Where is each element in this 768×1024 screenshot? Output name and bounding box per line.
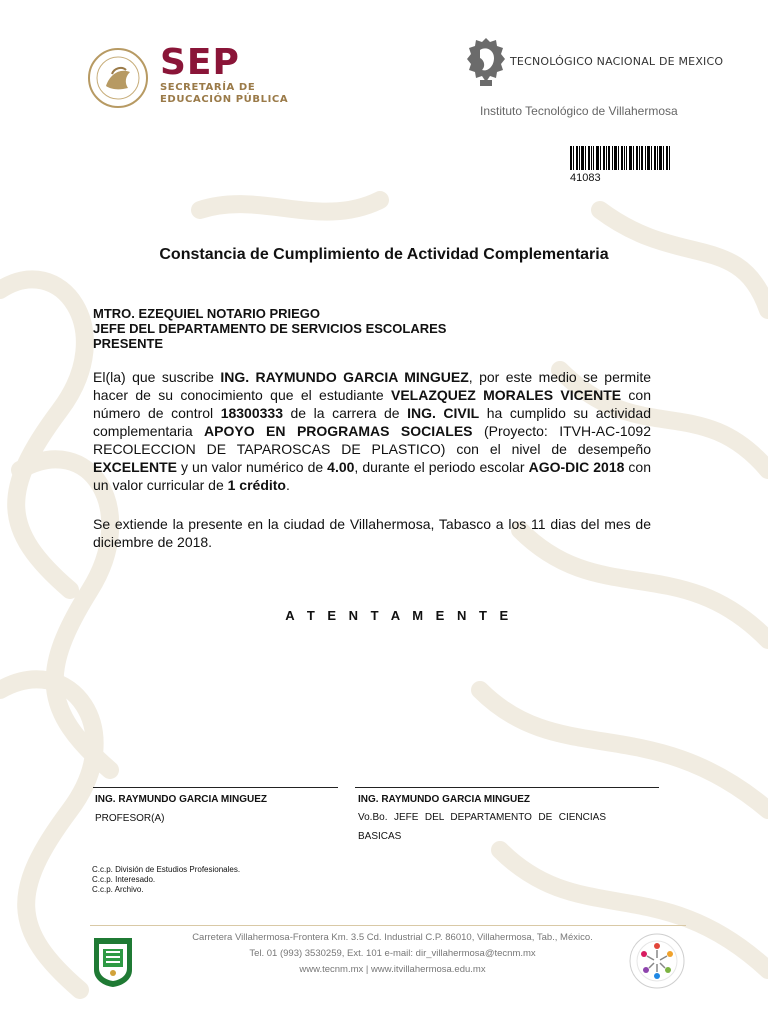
sep-logo xyxy=(160,44,288,106)
gender-equity-seal-logo xyxy=(628,932,686,990)
mexico-seal-logo xyxy=(86,46,150,110)
body-paragraph-2: Se extiende la presente en la ciudad de Villahermosa, Tabasco a los 11 dias del mes de diciembre de 2018. xyxy=(93,516,651,550)
signature-left-role: PROFESOR(A) xyxy=(95,813,165,824)
signature-right-name: ING. RAYMUNDO GARCIA MINGUEZ xyxy=(358,794,531,805)
curricular-credit: 1 crédito xyxy=(227,477,286,493)
ccp-item: C.c.p. Archivo. xyxy=(92,885,144,894)
signature-right-role: Vo.Bo. JEFE DEL DEPARTAMENTO DE CIENCIAS BASICAS xyxy=(358,812,606,842)
signature-line-right xyxy=(355,787,659,788)
tecnm-name: TECNOLÓGICO NACIONAL DE MEXICO xyxy=(510,55,724,68)
ccp-list xyxy=(92,865,240,895)
addressee-name: MTRO. EZEQUIEL NOTARIO PRIEGO xyxy=(93,306,321,321)
footer-websites: www.tecnm.mx | www.itvillahermosa.edu.mx xyxy=(299,964,486,975)
sep-acronym: SEP xyxy=(160,42,240,83)
ccp-item: C.c.p. Interesado. xyxy=(92,875,156,884)
signer-name: ING. RAYMUNDO GARCIA MINGUEZ xyxy=(220,369,469,385)
footer-contact-info: Tel. 01 (993) 3530259, Ext. 101 e-mail: dir_villahermosa@tecnm.mx xyxy=(249,948,536,959)
addressee-block xyxy=(93,306,446,351)
barcode xyxy=(570,146,670,170)
signature-line-left xyxy=(93,787,338,788)
sep-line2: EDUCACIÓN PÚBLICA xyxy=(160,94,289,105)
footer-divider xyxy=(90,925,686,926)
student-name: VELAZQUEZ MORALES VICENTE xyxy=(391,387,622,403)
numeric-value: 4.00 xyxy=(327,459,355,475)
footer-contact xyxy=(150,930,635,978)
document-title: Constancia de Cumplimiento de Actividad Complementaria xyxy=(159,246,609,263)
school-period: AGO-DIC 2018 xyxy=(528,459,625,475)
control-number: 18300333 xyxy=(220,405,283,421)
performance-level: EXCELENTE xyxy=(93,459,178,475)
addressee-position: JEFE DEL DEPARTAMENTO DE SERVICIOS ESCOLARES xyxy=(93,321,447,336)
footer-address: Carretera Villahermosa-Frontera Km. 3.5 Cd. Industrial C.P. 86010, Villahermosa, Tab., México. xyxy=(192,932,593,943)
sep-line1: SECRETARÍA DE xyxy=(160,82,256,93)
tecnm-gear-logo xyxy=(466,36,506,88)
ccp-item: C.c.p. División de Estudios Profesionales. xyxy=(92,865,241,874)
itv-shield-logo xyxy=(92,936,134,988)
activity-name: APOYO EN PROGRAMAS SOCIALES xyxy=(204,423,473,439)
background-watermark xyxy=(0,170,768,1024)
body-paragraph-1: El(la) que suscribe ING. RAYMUNDO GARCIA MINGUEZ, por este medio se permite hacer de su conocimiento que el estudiante VELAZQUEZ MORALES VICENTE con número de control 18300333 de la carrera de ING. CIVIL ha cumplido su actividad complementaria APOYO EN PROGRAMAS SOCIALES (Proyecto: ITVH-AC-1092 RECOLECCION DE TAPAROSCAS DE PLASTICO) con el nivel de desempeño EXCELENTE y un valor numérico de 4.00, durante el periodo escolar AGO-DIC 2018 con un valor curricular de 1 crédito. xyxy=(93,369,652,493)
institute-name: Instituto Tecnológico de Villahermosa xyxy=(480,104,678,118)
career-name: ING. CIVIL xyxy=(407,405,480,421)
barcode-number: 41083 xyxy=(570,172,601,184)
signature-left-name: ING. RAYMUNDO GARCIA MINGUEZ xyxy=(95,794,268,805)
closing-atentamente: A T E N T A M E N T E xyxy=(285,608,513,623)
addressee-presente: PRESENTE xyxy=(93,336,164,351)
